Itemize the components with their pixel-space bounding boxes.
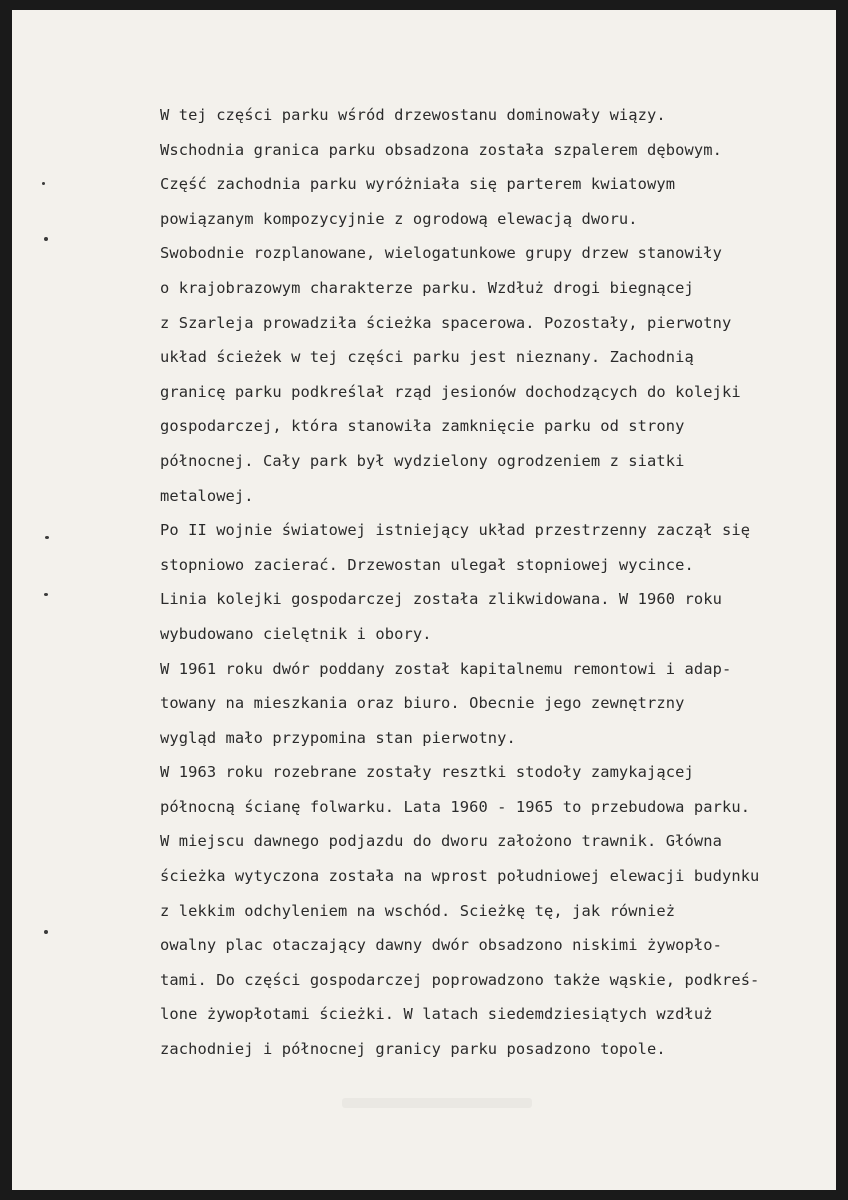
text-line: zachodniej i północnej granicy parku posadzono topole. (160, 1040, 666, 1059)
text-line: granicę parku podkreślał rząd jesionów dochodzących do kolejki (160, 382, 741, 401)
text-line: układ ścieżek w tej części parku jest nieznany. Zachodnią (160, 348, 694, 367)
bleed-through-mark (342, 1098, 532, 1108)
text-line: północnej. Cały park był wydzielony ogrodzeniem z siatki (160, 451, 685, 470)
text-line: wygląd mało przypomina stan pierwotny. (160, 728, 516, 747)
text-line: towany na mieszkania oraz biuro. Obecnie jego zewnętrzny (160, 694, 685, 713)
text-line: o krajobrazowym charakterze parku. Wzdłuż drogi biegnącej (160, 278, 694, 297)
text-line: ścieżka wytyczona została na wprost południowej elewacji budynku (160, 867, 760, 886)
text-line: tami. Do części gospodarczej poprowadzono także wąskie, podkreś- (160, 970, 760, 989)
margin-dot (44, 930, 48, 934)
text-line: powiązanym kompozycyjnie z ogrodową elewacją dworu. (160, 209, 638, 228)
margin-dot (45, 536, 49, 539)
text-line: W 1961 roku dwór poddany został kapitalnemu remontowi i adap- (160, 659, 732, 678)
margin-dot (42, 182, 45, 185)
text-line: stopniowo zacierać. Drzewostan ulegał stopniowej wycince. (160, 555, 694, 574)
text-line: Swobodnie rozplanowane, wielogatunkowe grupy drzew stanowiły (160, 244, 722, 263)
text-line: lone żywopłotami ścieżki. W latach siedemdziesiątych wzdłuż (160, 1005, 713, 1024)
margin-dot (44, 237, 48, 241)
text-line: W miejscu dawnego podjazdu do dworu założono trawnik. Główna (160, 832, 722, 851)
typed-text (160, 98, 836, 1067)
text-line: W 1963 roku rozebrane zostały resztki stodoły zamykającej (160, 763, 694, 782)
text-line: wybudowano cielętnik i obory. (160, 624, 432, 643)
text-line: Wschodnia granica parku obsadzona została szpalerem dębowym. (160, 140, 722, 159)
text-line: Część zachodnia parku wyróżniała się parterem kwiatowym (160, 175, 676, 194)
text-line: owalny plac otaczający dawny dwór obsadzono niskimi żywopło- (160, 936, 722, 955)
text-line: z Szarleja prowadziła ścieżka spacerowa. Pozostały, pierwotny (160, 313, 732, 332)
text-line: północną ścianę folwarku. Lata 1960 - 1965 to przebudowa parku. (160, 797, 751, 816)
text-line: gospodarczej, która stanowiła zamknięcie parku od strony (160, 417, 685, 436)
text-line: metalowej. (160, 486, 254, 505)
margin-dot (44, 593, 48, 596)
text-line: Linia kolejki gospodarczej została zlikwidowana. W 1960 roku (160, 590, 722, 609)
text-line: Po II wojnie światowej istniejący układ przestrzenny zaczął się (160, 521, 751, 540)
text-line: z lekkim odchyleniem na wschód. Scieżkę tę, jak również (160, 901, 676, 920)
document-page (12, 10, 836, 1190)
text-line: W tej części parku wśród drzewostanu dominowały wiązy. (160, 106, 666, 124)
